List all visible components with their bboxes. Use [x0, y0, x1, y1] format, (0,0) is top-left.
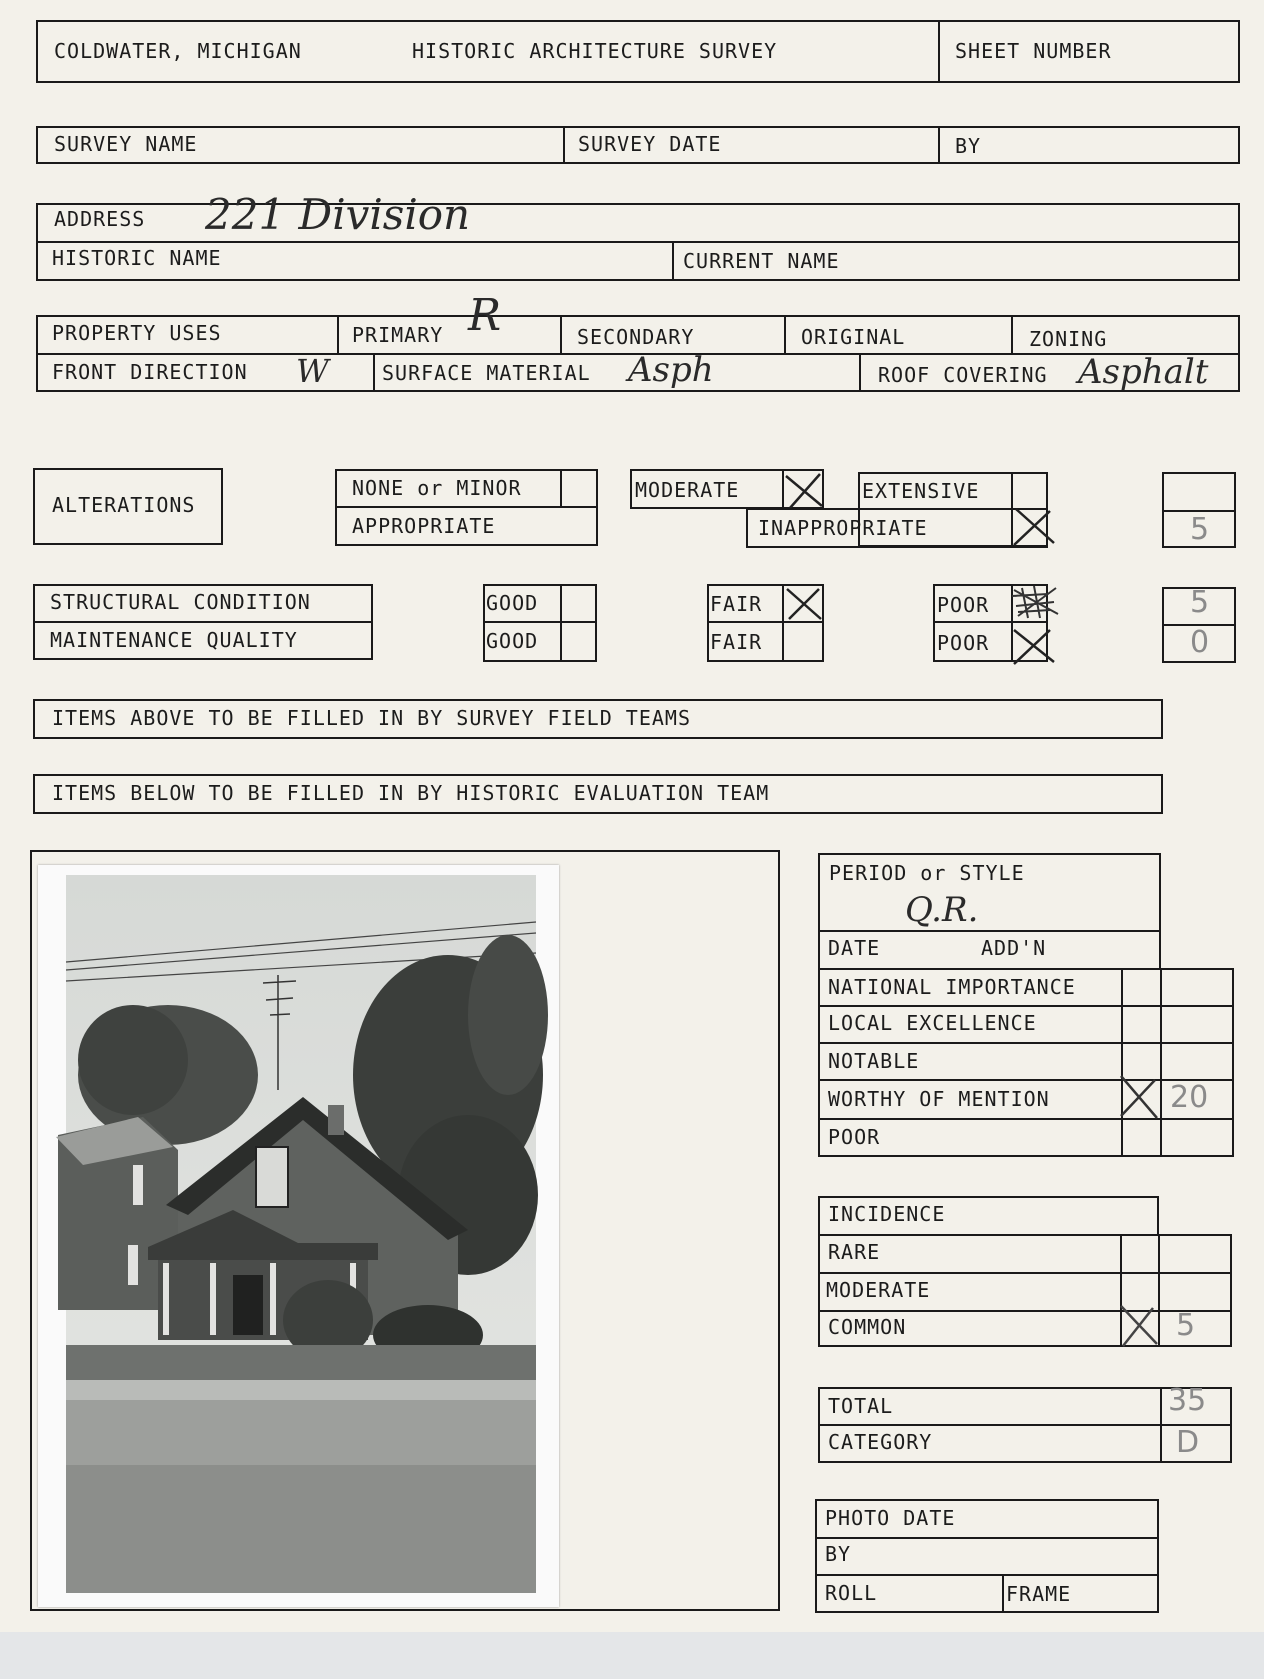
- category-value: D: [1176, 1425, 1200, 1460]
- worthy-of-mention-label: WORTHY OF MENTION: [828, 1087, 1050, 1111]
- incidence-label: INCIDENCE: [828, 1202, 946, 1226]
- total-label: TOTAL: [828, 1394, 894, 1418]
- none-minor-label: NONE or MINOR: [352, 476, 522, 500]
- good-label-structural: GOOD: [486, 591, 539, 615]
- maintenance-quality-label: MAINTENANCE QUALITY: [50, 628, 298, 652]
- worthy-score: 20: [1170, 1080, 1209, 1115]
- common-score: 5: [1176, 1308, 1196, 1343]
- common-label: COMMON: [828, 1315, 907, 1339]
- address-value: 221 Division: [205, 190, 471, 239]
- poor-structural-scribble-mark: [1008, 582, 1064, 622]
- frame-label: FRAME: [1006, 1582, 1072, 1606]
- header-city: COLDWATER, MICHIGAN: [54, 39, 302, 63]
- scan-bottom-strip: [0, 1632, 1264, 1679]
- period-style-label: PERIOD or STYLE: [829, 861, 1025, 885]
- appropriate-label: APPROPRIATE: [352, 514, 496, 538]
- poor-label-maintenance: POOR: [937, 631, 990, 655]
- survey-by-label: BY: [955, 134, 982, 158]
- primary-value: R: [468, 290, 502, 341]
- rare-label: RARE: [828, 1240, 881, 1264]
- surface-material-value: Asph: [628, 350, 714, 390]
- maintenance-score: 0: [1190, 625, 1210, 660]
- good-label-maintenance: GOOD: [486, 629, 539, 653]
- header-survey-title: HISTORIC ARCHITECTURE SURVEY: [412, 39, 778, 63]
- date-label: DATE: [828, 936, 881, 960]
- category-label: CATEGORY: [828, 1430, 933, 1454]
- moderate-check-mark: [782, 470, 826, 510]
- current-name-label: CURRENT NAME: [683, 249, 840, 273]
- inappropriate-check-mark: [1008, 503, 1058, 549]
- structural-condition-label: STRUCTURAL CONDITION: [50, 590, 311, 614]
- fair-structural-check-mark: [783, 585, 825, 623]
- roll-label: ROLL: [825, 1581, 878, 1605]
- inappropriate-label: INAPPROPRIATE: [758, 516, 928, 540]
- front-direction-value: W: [296, 352, 329, 390]
- national-importance-label: NATIONAL IMPORTANCE: [828, 975, 1076, 999]
- secondary-label: SECONDARY: [577, 325, 695, 349]
- notable-label: NOTABLE: [828, 1049, 920, 1073]
- photo-date-label: PHOTO DATE: [825, 1506, 956, 1530]
- items-below-note: ITEMS BELOW TO BE FILLED IN BY HISTORIC EVALUATION TEAM: [52, 781, 770, 805]
- moderate-label: MODERATE: [635, 478, 740, 502]
- roof-covering-label: ROOF COVERING: [878, 363, 1048, 387]
- total-value: 35: [1168, 1383, 1207, 1418]
- front-direction-label: FRONT DIRECTION: [52, 360, 248, 384]
- alterations-label: ALTERATIONS: [52, 493, 196, 517]
- sheet-number-label: SHEET NUMBER: [955, 39, 1112, 63]
- historic-name-label: HISTORIC NAME: [52, 246, 222, 270]
- local-excellence-label: LOCAL EXCELLENCE: [828, 1011, 1037, 1035]
- zoning-label: ZONING: [1029, 327, 1108, 351]
- roof-covering-value: Asphalt: [1078, 352, 1209, 392]
- poor-label-structural: POOR: [937, 593, 990, 617]
- common-check-mark: [1113, 1302, 1163, 1348]
- address-label: ADDRESS: [54, 207, 146, 231]
- survey-name-label: SURVEY NAME: [54, 132, 198, 156]
- primary-label: PRIMARY: [352, 323, 444, 347]
- survey-date-label: SURVEY DATE: [578, 132, 722, 156]
- items-above-note: ITEMS ABOVE TO BE FILLED IN BY SURVEY FIELD TEAMS: [52, 706, 692, 730]
- original-label: ORIGINAL: [801, 325, 906, 349]
- fair-label-structural: FAIR: [710, 592, 763, 616]
- significance-poor-label: POOR: [828, 1125, 881, 1149]
- addn-label: ADD'N: [981, 936, 1047, 960]
- alterations-score: 5: [1190, 512, 1210, 547]
- poor-maintenance-check-mark: [1008, 624, 1058, 668]
- extensive-label: EXTENSIVE: [862, 479, 980, 503]
- house-photograph: [38, 865, 559, 1607]
- surface-material-label: SURFACE MATERIAL: [382, 361, 591, 385]
- incidence-moderate-label: MODERATE: [826, 1278, 931, 1302]
- property-uses-label: PROPERTY USES: [52, 321, 222, 345]
- photo-by-label: BY: [825, 1542, 852, 1566]
- worthy-check-mark: [1113, 1072, 1163, 1122]
- fair-label-maintenance: FAIR: [710, 630, 763, 654]
- period-style-value: Q.R.: [905, 890, 979, 930]
- structural-score: 5: [1190, 585, 1210, 620]
